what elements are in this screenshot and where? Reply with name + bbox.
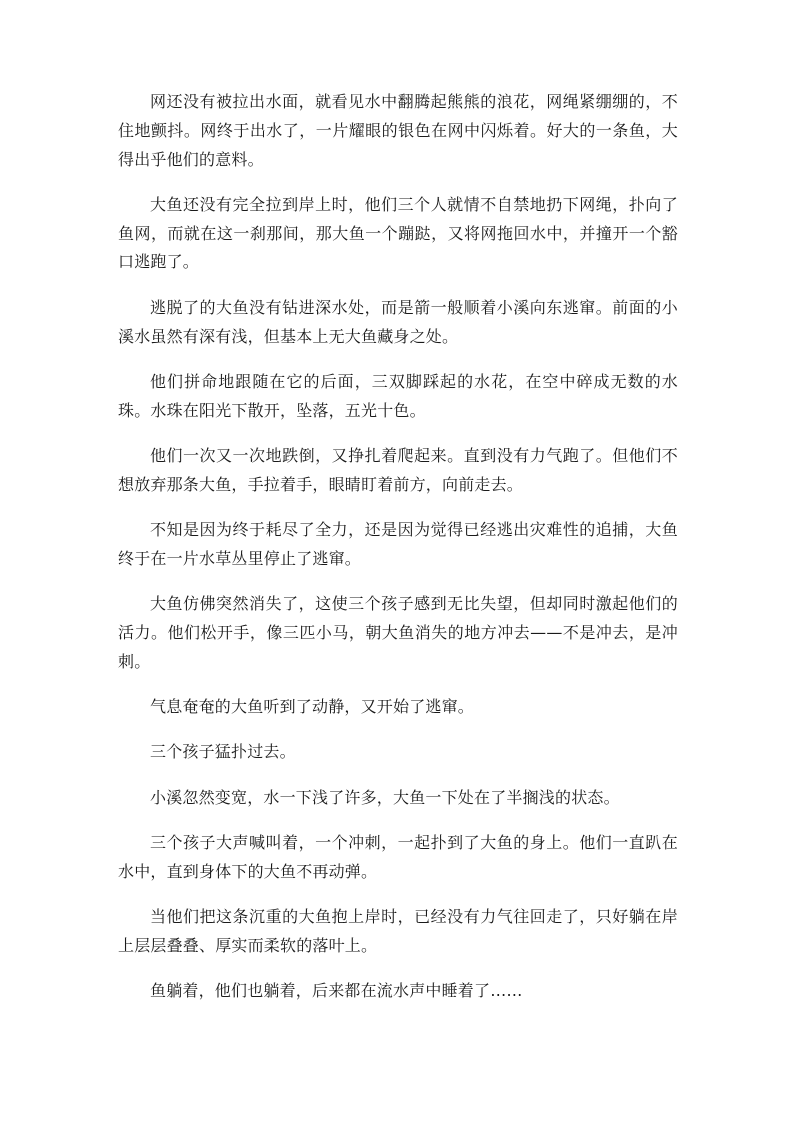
paragraph-6: 不知是因为终于耗尽了全力，还是因为觉得已经逃出灾难性的追捕，大鱼终于在一片水草丛里停止了逃窜。 — [118, 520, 678, 568]
paragraph-5: 他们一次又一次地跌倒，又挣扎着爬起来。直到没有力气跑了。但他们不想放弃那条大鱼，手拉着手，眼睛盯着前方，向前走去。 — [118, 445, 678, 494]
paragraph-9: 三个孩子猛扑过去。 — [150, 742, 296, 762]
paragraph-1: 网还没有被拉出水面，就看见水中翻腾起熊熊的浪花，网绳紧绷绷的，不住地颤抖。网终于出水了，一片耀眼的银色在网中闪烁着。好大的一条鱼，大得出乎他们的意料。 — [118, 92, 678, 169]
paragraph-7: 大鱼仿佛突然消失了，这使三个孩子感到无比失望，但却同时激起他们的活力。他们松开手，像三匹小马，朝大鱼消失的地方冲去——不是冲去，是冲刺。 — [118, 594, 678, 671]
paragraph-2: 大鱼还没有完全拉到岸上时，他们三个人就情不自禁地扔下网绳，扑向了鱼网，而就在这一刹那间，那大鱼一个蹦跶，又将网拖回水中，并撞开一个豁口逃跑了。 — [118, 194, 678, 272]
paragraph-11: 三个孩子大声喊叫着，一个冲刺，一起扑到了大鱼的身上。他们一直趴在水中，直到身体下的大鱼不再动弹。 — [118, 832, 678, 881]
paragraph-13: 鱼躺着，他们也躺着，后来都在流水声中睡着了…… — [150, 981, 523, 1001]
paragraph-12: 当他们把这条沉重的大鱼抱上岸时，已经没有力气往回走了，只好躺在岸上层层叠叠、厚实而柔软的落叶上。 — [118, 907, 678, 955]
paragraph-10: 小溪忽然变宽，水一下浅了许多，大鱼一下处在了半搁浅的状态。 — [150, 787, 620, 807]
story-text — [118, 88, 678, 1022]
paragraph-3: 逃脱了的大鱼没有钻进深水处，而是箭一般顺着小溪向东逃窜。前面的小溪水虽然有深有浅，但基本上无大鱼藏身之处。 — [118, 297, 678, 346]
paragraph-4: 他们拼命地跟随在它的后面，三双脚踩起的水花，在空中碎成无数的水珠。水珠在阳光下散开，坠落，五光十色。 — [118, 371, 678, 420]
paragraph-8: 气息奄奄的大鱼听到了动静，又开始了逃窜。 — [150, 697, 475, 717]
